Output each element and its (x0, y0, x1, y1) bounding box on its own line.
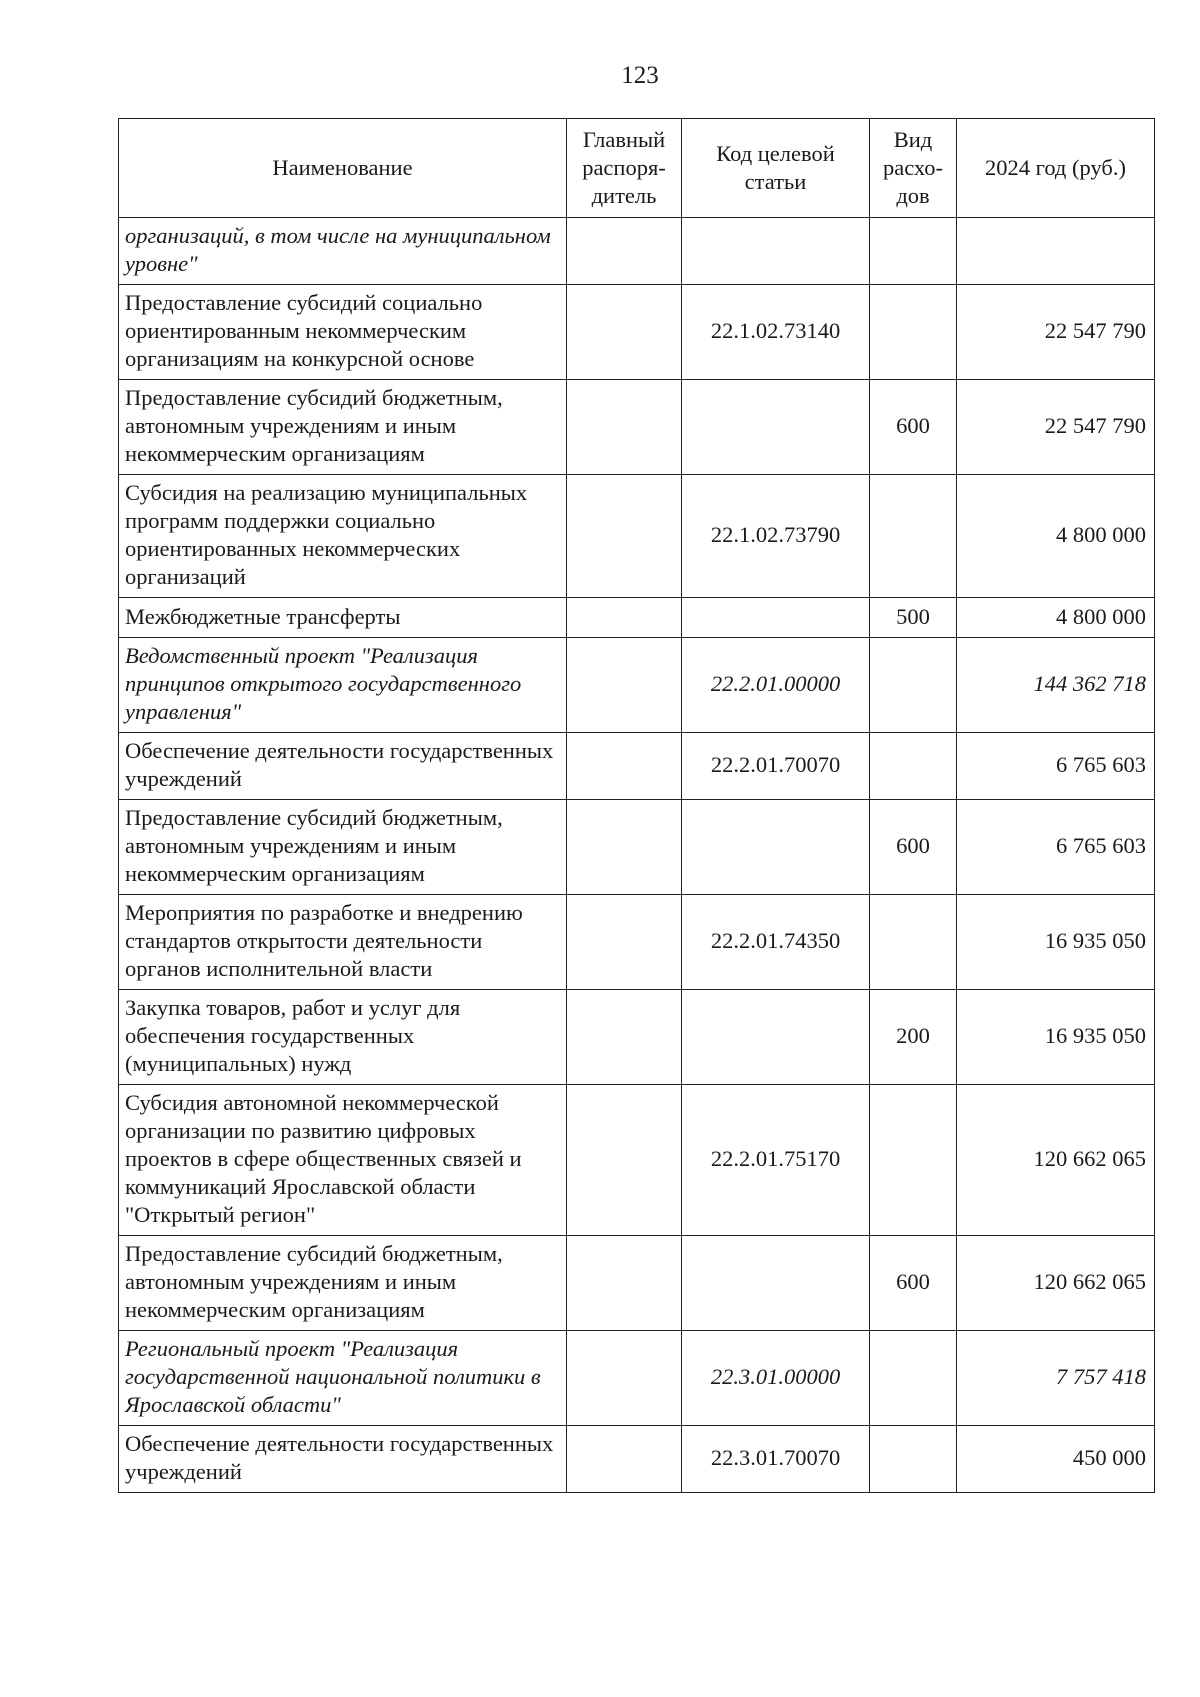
table-row (119, 1331, 1155, 1426)
table-row (119, 800, 1155, 895)
header-chief: Главный распоря-дитель (567, 119, 682, 218)
row-name-cell: Предоставление субсидий бюджетным, автономным учреждениям и иным некоммерческим организациям (119, 800, 567, 895)
table-row (119, 1236, 1155, 1331)
row-name-cell: Субсидия на реализацию муниципальных программ поддержки социально ориентированных некоммерческих организаций (119, 475, 567, 598)
row-code-cell: 22.2.01.74350 (682, 895, 870, 990)
row-chief-cell (567, 380, 682, 475)
row-amount-cell: 6 765 603 (957, 800, 1155, 895)
row-code-cell (682, 990, 870, 1085)
row-chief-cell (567, 895, 682, 990)
row-name-cell: Предоставление субсидий бюджетным, автономным учреждениям и иным некоммерческим организациям (119, 380, 567, 475)
row-amount-cell (957, 218, 1155, 285)
row-code-cell (682, 1236, 870, 1331)
row-chief-cell (567, 638, 682, 733)
row-kind-cell: 600 (870, 1236, 957, 1331)
table-row (119, 733, 1155, 800)
row-name-cell: Закупка товаров, работ и услуг для обеспечения государственных (муниципальных) нужд (119, 990, 567, 1085)
table-row (119, 285, 1155, 380)
row-name-cell: организаций, в том числе на муниципальном уровне" (119, 218, 567, 285)
row-chief-cell (567, 285, 682, 380)
row-amount-cell: 22 547 790 (957, 285, 1155, 380)
table-row (119, 990, 1155, 1085)
row-name-cell: Мероприятия по разработке и внедрению стандартов открытости деятельности органов исполнительной власти (119, 895, 567, 990)
table-row (119, 218, 1155, 285)
row-name-cell: Ведомственный проект "Реализация принципов открытого государственного управления" (119, 638, 567, 733)
row-amount-cell: 144 362 718 (957, 638, 1155, 733)
row-chief-cell (567, 475, 682, 598)
row-code-cell (682, 598, 870, 638)
page-number: 123 (621, 62, 659, 89)
row-name-cell: Предоставление субсидий социально ориентированным некоммерческим организациям на конкурсной основе (119, 285, 567, 380)
table-row (119, 475, 1155, 598)
row-name-cell: Региональный проект "Реализация государственной национальной политики в Ярославской области" (119, 1331, 567, 1426)
row-code-cell: 22.3.01.70070 (682, 1426, 870, 1493)
row-kind-cell (870, 895, 957, 990)
row-chief-cell (567, 1085, 682, 1236)
header-name: Наименование (119, 119, 567, 218)
table-row (119, 380, 1155, 475)
header-kind: Вид расхо-дов (870, 119, 957, 218)
row-kind-cell (870, 285, 957, 380)
row-name-cell: Межбюджетные трансферты (119, 598, 567, 638)
table-row (119, 1085, 1155, 1236)
row-name-cell: Обеспечение деятельности государственных учреждений (119, 733, 567, 800)
row-amount-cell: 6 765 603 (957, 733, 1155, 800)
table-row (119, 638, 1155, 733)
row-kind-cell (870, 638, 957, 733)
row-code-cell: 22.2.01.75170 (682, 1085, 870, 1236)
header-code: Код целевой статьи (682, 119, 870, 218)
row-kind-cell (870, 733, 957, 800)
row-code-cell: 22.2.01.70070 (682, 733, 870, 800)
header-amount: 2024 год (руб.) (957, 119, 1155, 218)
row-code-cell (682, 380, 870, 475)
table-row (119, 895, 1155, 990)
table-row (119, 598, 1155, 638)
row-name-cell: Субсидия автономной некоммерческой организации по развитию цифровых проектов в сфере общественных связей и коммуникаций Ярославской области "Открытый регион" (119, 1085, 567, 1236)
table-body (119, 218, 1155, 1493)
row-code-cell: 22.3.01.00000 (682, 1331, 870, 1426)
row-chief-cell (567, 733, 682, 800)
row-amount-cell: 16 935 050 (957, 895, 1155, 990)
row-code-cell (682, 800, 870, 895)
row-kind-cell: 200 (870, 990, 957, 1085)
row-kind-cell (870, 1426, 957, 1493)
row-kind-cell (870, 1331, 957, 1426)
row-code-cell (682, 218, 870, 285)
row-chief-cell (567, 1236, 682, 1331)
row-amount-cell: 450 000 (957, 1426, 1155, 1493)
row-amount-cell: 22 547 790 (957, 380, 1155, 475)
row-code-cell: 22.2.01.00000 (682, 638, 870, 733)
table-header-row (119, 119, 1155, 218)
row-chief-cell (567, 990, 682, 1085)
row-name-cell: Обеспечение деятельности государственных учреждений (119, 1426, 567, 1493)
row-amount-cell: 7 757 418 (957, 1331, 1155, 1426)
row-kind-cell (870, 475, 957, 598)
row-kind-cell: 500 (870, 598, 957, 638)
row-chief-cell (567, 800, 682, 895)
row-code-cell: 22.1.02.73790 (682, 475, 870, 598)
row-name-cell: Предоставление субсидий бюджетным, автономным учреждениям и иным некоммерческим организациям (119, 1236, 567, 1331)
row-chief-cell (567, 598, 682, 638)
budget-table (118, 118, 1155, 1493)
row-amount-cell: 4 800 000 (957, 598, 1155, 638)
row-chief-cell (567, 1331, 682, 1426)
row-amount-cell: 4 800 000 (957, 475, 1155, 598)
row-chief-cell (567, 218, 682, 285)
row-amount-cell: 120 662 065 (957, 1085, 1155, 1236)
row-kind-cell: 600 (870, 380, 957, 475)
table-row (119, 1426, 1155, 1493)
row-chief-cell (567, 1426, 682, 1493)
row-kind-cell (870, 218, 957, 285)
row-amount-cell: 16 935 050 (957, 990, 1155, 1085)
row-code-cell: 22.1.02.73140 (682, 285, 870, 380)
row-amount-cell: 120 662 065 (957, 1236, 1155, 1331)
row-kind-cell: 600 (870, 800, 957, 895)
row-kind-cell (870, 1085, 957, 1236)
